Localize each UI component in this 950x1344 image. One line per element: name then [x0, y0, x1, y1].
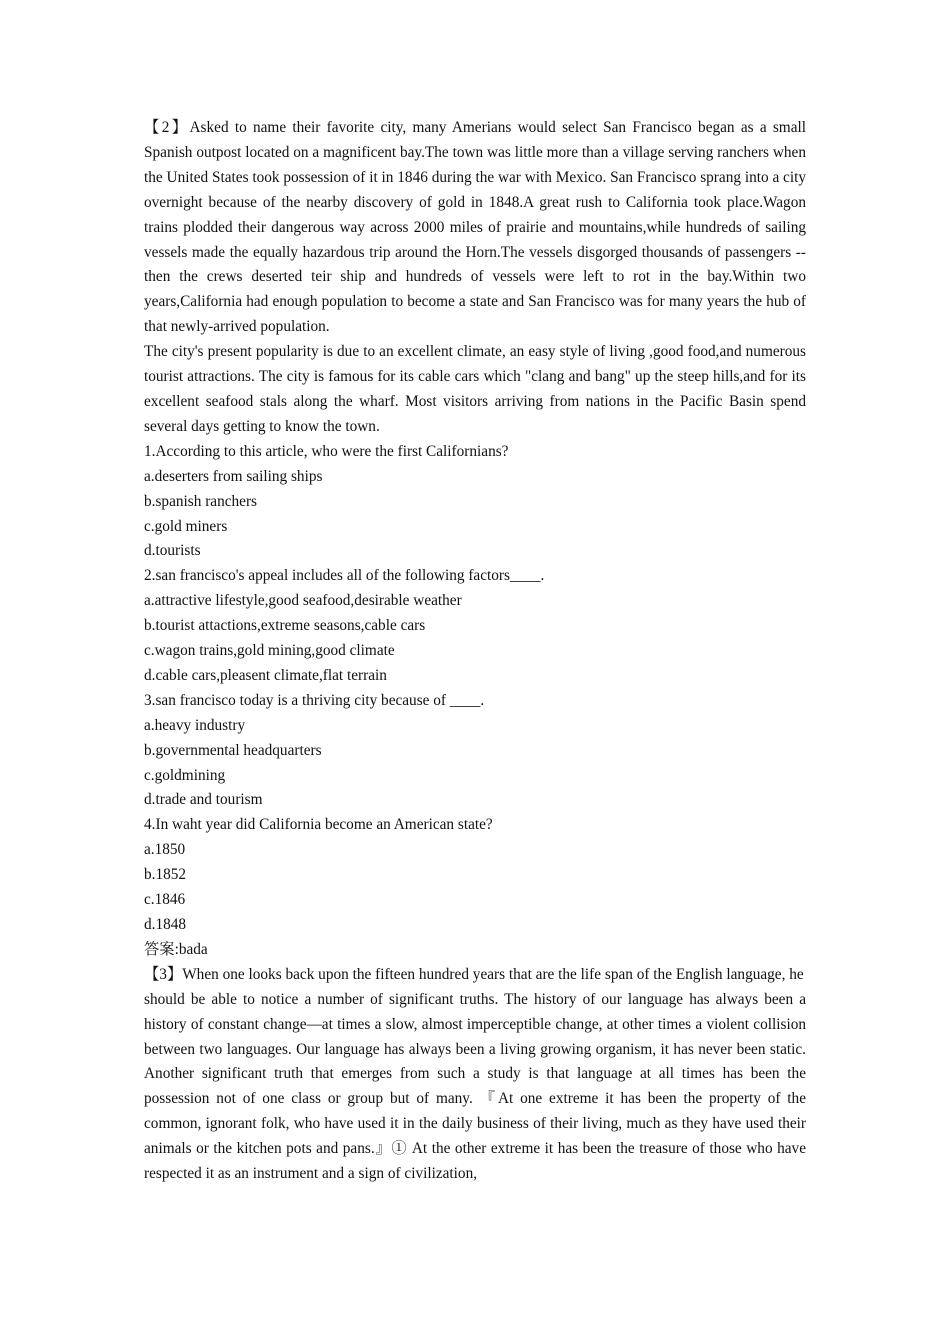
document-page — [144, 116, 806, 1187]
option: b.spanish ranchers — [144, 492, 257, 510]
option: a.1850 — [144, 841, 186, 859]
option: c.wagon trains,gold mining,good climate — [144, 642, 395, 660]
option: a.attractive lifestyle,good seafood,desirable weather — [144, 592, 462, 610]
option: b.1852 — [144, 866, 187, 884]
question-text: 3.san francisco today is a thriving city because of ____. — [144, 691, 485, 709]
question-3 — [144, 689, 806, 814]
question-text: 4.In waht year did California become an American state? — [144, 816, 493, 834]
option: a.deserters from sailing ships — [144, 467, 323, 485]
option: d.tourists — [144, 542, 201, 560]
option: d.cable cars,pleasent climate,flat terrain — [144, 666, 387, 684]
question-1 — [144, 440, 806, 565]
option: c.1846 — [144, 891, 186, 909]
passage-2-paragraph-1: 【2】Asked to name their favorite city, many Amerians would select San Francisco began as a small Spanish outpost located on a magnificent bay.The town was little more than a village serving ranchers when the United States took possession of it in 1846 during the war with Mexico. San Francisco sprang into a city overnight because of the nearby discovery of gold in 1848.A great rush to California took place.Wagon trains plodded their dangerous way across 2000 miles of prairie and mountains,while hundreds of sailing vessels made the equally hazardous trip around the Horn.The vessels disgorged thousands of passengers -- then the crews deserted teir ship and hundreds of vessels were left to rot in the bay.Within two years,California had enough population to become a state and San Francisco was for many years the hub of that newly-arrived population. — [144, 119, 806, 336]
question-text: 1.According to this article, who were the first Californians? — [144, 442, 509, 460]
option: c.goldmining — [144, 766, 226, 784]
option: d.trade and tourism — [144, 791, 263, 809]
option: a.heavy industry — [144, 716, 246, 734]
question-2 — [144, 564, 806, 689]
question-4 — [144, 813, 806, 938]
answer-key: 答案:bada — [144, 940, 208, 958]
passage-2-paragraph-2: The city's present popularity is due to an excellent climate, an easy style of living ,good food,and numerous tourist attractions. The city is famous for its cable cars which "clang and bang" up the steep hills,and for its excellent seafood stals along the wharf. Most visitors arriving from nations in the Pacific Basin spend several days getting to know the town. — [144, 343, 806, 435]
question-text: 2.san francisco's appeal includes all of the following factors____. — [144, 567, 545, 585]
option: c.gold miners — [144, 517, 228, 535]
option: b.governmental headquarters — [144, 741, 322, 759]
passage-3-body: should be able to notice a number of significant truths. The history of our language has always been a history of constant change—at times a slow, almost imperceptible change, at other times a violent collision between two languages. Our language has always been a living growing organism, it has never been static. Another significant truth that emerges from such a study is that language at all times has been the possession not of one class or group but of many. 『At one extreme it has been the property of the common, ignorant folk, who have used it in the daily business of their living, much as they have used their animals or the kitchen pots and pans.』① At the other extreme it has been the treasure of those who have respected it as an instrument and a sign of civilization, — [144, 990, 806, 1183]
passage-3-first-line: 【3】When one looks back upon the fifteen hundred years that are the life span of the English language, he — [144, 965, 804, 983]
option: d.1848 — [144, 916, 187, 933]
option: b.tourist attactions,extreme seasons,cable cars — [144, 617, 426, 635]
